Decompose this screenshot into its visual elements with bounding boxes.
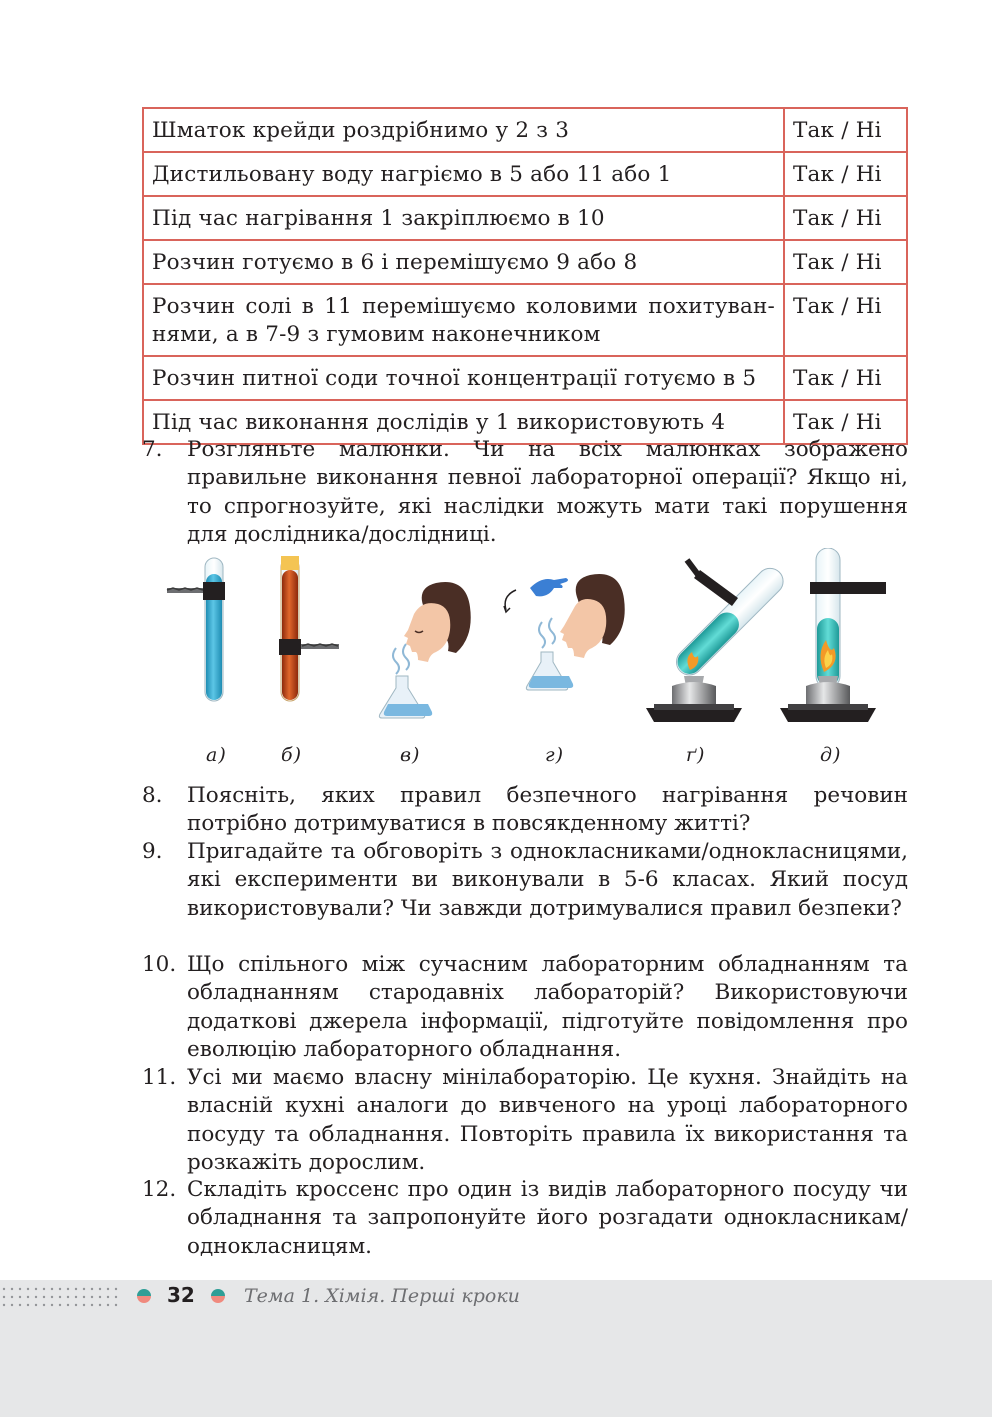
task-text: Складіть кроссенс про один із видів лабораторного посуду чи обладнання та запропонуйте його розгадати однокласникам/однокласницям. (187, 1177, 908, 1259)
task-number: 11. (142, 1065, 177, 1090)
table-row (143, 284, 907, 356)
figure-d-vertical-tube-heating (780, 548, 890, 722)
true-false-table (142, 107, 908, 445)
table-row (143, 356, 907, 400)
figure-b-red-test-tube (279, 556, 339, 701)
table-answer: Так / Ні (784, 400, 907, 444)
task-text: Розгляньте малюнки. Чи на всіх малюнках зображено правильне виконання певної лабораторної операції? Якщо ні, то спрогнозуйте, які наслідки можуть мати такі порушення для дослідника/дослідниці. (187, 437, 908, 547)
table-answer: Так / Ні (784, 284, 907, 356)
table-statement: Розчин питної соди точної концентрації готуємо в 5 (143, 356, 784, 400)
footer-dot-pattern (2, 1286, 122, 1310)
table-answer: Так / Ні (784, 356, 907, 400)
figure-caption: ґ) (686, 744, 706, 766)
table-statement (143, 284, 784, 356)
task-number: 8. (142, 783, 163, 808)
table-answer: Так / Ні (784, 108, 907, 152)
table-answer: Так / Ні (784, 240, 907, 284)
topic-title: Тема 1. Хімія. Перші кроки (244, 1285, 520, 1307)
page-number: 32 (167, 1283, 195, 1307)
footer-bullet-icon (137, 1289, 151, 1303)
task-7 (142, 436, 908, 549)
figure-caption: г) (545, 744, 565, 766)
figure-a-blue-test-tube (167, 558, 225, 701)
task-8 (142, 782, 908, 839)
task-number: 7. (142, 437, 163, 462)
table-row (143, 108, 907, 152)
task-number: 12. (142, 1177, 177, 1202)
table-statement-line: нями, а в 7-9 з гумовим наконечником (152, 322, 601, 347)
task-text: Поясніть, яких правил безпечного нагрівання речовин потрібно дотримуватися в повсякденному житті? (187, 783, 908, 837)
figure-caption: б) (281, 744, 303, 766)
task-text: Пригадайте та обговоріть з однокласниками/однокласницями, які експерименти ви виконували в 5-6 класах. Який посуд використовували? Чи завжди дотримувалися правил безпеки? (187, 839, 908, 921)
figure-g-tilted-tube-heating (646, 560, 788, 722)
task-text: Що спільного між сучасним лабораторним обладнанням та обладнанням стародавніх лабораторій? Використовуючи додаткові джерела інформації, підготуйте повідомлення про еволюцію лабораторного обладнання. (187, 952, 908, 1062)
task-number: 9. (142, 839, 163, 864)
table-statement: Під час виконання дослідів у 1 використовують 4 (143, 400, 784, 444)
table-row (143, 196, 907, 240)
footer-bullet-icon (211, 1289, 225, 1303)
table-statement: Розчин готуємо в 6 і перемішуємо 9 або 8 (143, 240, 784, 284)
lab-operations-illustration (162, 548, 892, 748)
table-answer: Так / Ні (784, 152, 907, 196)
figure-caption: а) (206, 744, 227, 766)
task-number: 10. (142, 952, 177, 977)
figure-v-direct-sniffing (379, 582, 470, 718)
table-statement: Під час нагрівання 1 закріплюємо в 10 (143, 196, 784, 240)
table-statement: Дистильовану воду нагріємо в 5 або 11 або 1 (143, 152, 784, 196)
table-answer: Так / Ні (784, 196, 907, 240)
table-row (143, 240, 907, 284)
table-statement: Шматок крейди роздрібнимо у 2 з 3 (143, 108, 784, 152)
table-row (143, 152, 907, 196)
figure-g-wafting (504, 574, 625, 690)
task-11 (142, 1064, 908, 1177)
figure-caption: д) (820, 744, 842, 766)
table-statement-line: Розчин солі в 11 перемішуємо коловими похитуван- (152, 294, 775, 319)
figure-caption: в) (400, 744, 421, 766)
task-10 (142, 951, 908, 1064)
task-12 (142, 1176, 908, 1261)
task-9 (142, 838, 908, 923)
task-text: Усі ми маємо власну мінілабораторію. Це кухня. Знайдіть на власній кухні аналоги до вивченого на уроці лабораторного посуду та обладнання. Повторіть правила їх використання та розкажіть дорослим. (187, 1065, 908, 1175)
